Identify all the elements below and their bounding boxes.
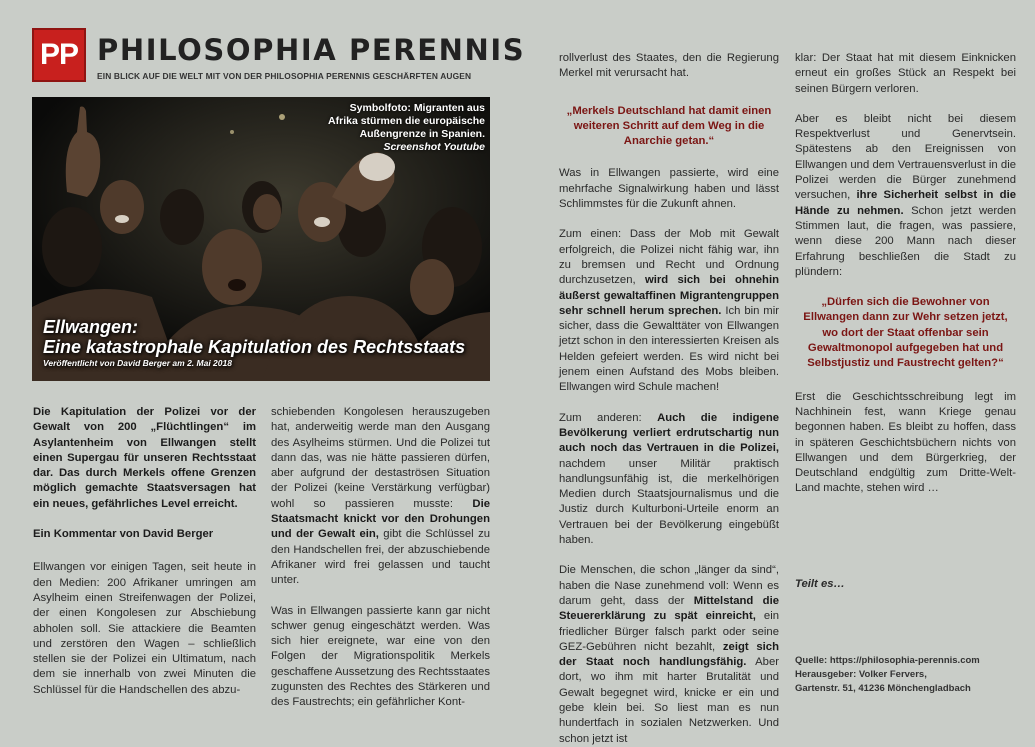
caption-line: Außengrenze in Spanien.	[359, 128, 485, 140]
paragraph	[559, 227, 779, 395]
share-prompt: Teilt es…	[795, 577, 845, 590]
bold-run: wird sich bei ohnehin äußerst gewaltaffinen Migrantengruppen sehr schnell herum sprechen.	[559, 274, 779, 317]
text-run: Ich bin mir sicher, dass die Gewalttäter von Ellwangen jetzt schon in den interessierten Kreisen als Helden gefeiert werden. Es wird nicht bei jenem einen Aufstand des Mobs bleiben. Ellwangen wird Schule machen!	[559, 304, 779, 394]
column-3	[559, 51, 779, 747]
paragraph	[559, 411, 779, 549]
paragraph	[559, 563, 779, 747]
brand-title: PHILOSOPHIA PERENNIS	[97, 33, 526, 67]
author-line: Ein Kommentar von David Berger	[33, 528, 214, 541]
lead-paragraph: Die Kapitulation der Polizei vor der Gewalt von 200 „Flüchtlingen“ im Asylantenheim von Ellwangen stellt einen Supergau für unseren Rechtsstaat dar. Das durch Merkels offene Grenzen möglich gemachte Staatsversagen hat ein neues, gefährliches Level erreicht.	[33, 406, 256, 510]
photo-credit: Screenshot Youtube	[383, 141, 485, 153]
paragraph: Erst die Geschichtsschreibung legt im Nachhinein fest, wann Kriege genau begonnen haben. Es bleibt zu hoffen, dass in späteren Geschichtsbüchern nichts von Ellwangen und dem Bürgerkrieg, der Deutschland endgültig zum Dritte-Welt-Land machte, stehen wird …	[795, 390, 1016, 495]
paragraph	[795, 112, 1016, 280]
text-run: Zum einen: Dass der Mob mit Gewalt erfolgreich, die Polizei nicht fähig war, ihn zu bremsen und Recht und Ordnung durchzusetzen,	[559, 228, 779, 287]
text-run: nachdem unser Militär praktisch handlungsunfähig ist, die merkelhörigen Medien durch Staatsjournalismus und die Justiz durch Kulturboni-Urteile enorm an Vertrauen bei der Bevölkerung eingebüßt haben.	[559, 457, 779, 547]
caption-line: Symbolfoto: Migranten aus	[349, 102, 485, 114]
bold-run: Auch die indigene Bevölkerung verliert erdrutschartig nun auch noch das Vertrauen in die Polizei,	[559, 411, 779, 455]
address-line: Gartenstr. 51, 41236 Mönchengladbach	[795, 683, 971, 695]
pull-quote: „Merkels Deutschland hat damit einen weiteren Schritt auf dem Weg in die Anarchie getan.“	[566, 104, 772, 148]
bold-run: Mittelstand die Steuererklärung zu spät einreicht,	[559, 594, 779, 623]
bold-run: Die Staatsmacht knickt vor den Drohungen und der Gewalt ein,	[271, 497, 490, 541]
byline: Veröffentlicht von David Berger am 2. Mai 2018	[43, 358, 232, 368]
text-run: Aber es bleibt nicht bei diesem Respektverlust und Genervtsein. Spätestens ab den Ereignissen von Ellwangen und dem Vertrauensverlust in die Polizei werden die Bürger zunehmend versuchen,	[795, 112, 1016, 202]
brand-subtitle: EIN BLICK AUF DIE WELT MIT VON DER PHILOSOPHIA PERENNIS GESCHÄRFTEN AUGEN	[97, 71, 472, 81]
column-4	[795, 51, 1016, 696]
text-run: ein friedlicher Bürger falsch parkt oder seine GEZ-Gebühren nicht bezahlt,	[559, 610, 780, 653]
column-2	[271, 405, 490, 726]
bold-run: ihre Sicherheit selbst in die Hände zu nehmen.	[795, 189, 1017, 217]
photo-caption	[328, 102, 485, 154]
text-run: Zum anderen:	[559, 411, 658, 424]
headline-line: Eine katastrophale Kapitulation des Rechtsstaats	[43, 337, 466, 357]
headline-line: Ellwangen:	[43, 317, 139, 337]
paragraph	[271, 405, 490, 589]
paragraph: rollverlust des Staates, den die Regierung Merkel mit verursacht hat.	[559, 52, 779, 80]
paragraph: Was in Ellwangen passierte, wird eine mehrfache Signalwirkung haben und lässt Schlimmstes für die Zukunft ahnen.	[559, 167, 779, 211]
pp-logo: PP	[32, 28, 86, 82]
column-1	[33, 405, 256, 713]
text-run: gibt die Schlüssel zu den Handschellen frei, der abzuschiebende Afrikaner wird frei gelassen und taucht unter.	[271, 528, 491, 587]
text-run: Schon jetzt werden Stimmen laut, die fragen, was passiere, wenn diese 200 Mann nach dieser Erfahrung beschließen die Stadt zu plündern:	[795, 204, 1016, 278]
text-run: schiebenden Kongolesen herauszugeben hat, anderweitig werde man den Ausgang des Asylheims stürmen. Und die Polizei tut dann das, was nie hätte passieren dürfen, aber aufgrund der destaströsen Situation der Polizei (keine Verstärkung verfügbar) wohl so passieren musste:	[271, 406, 490, 510]
pull-quote: „Dürfen sich die Bewohner von Ellwangen dann zur Wehr setzen jetzt, wo dort der Staat offenbar sein Gewaltmonopol aufgegeben hat und Selbstjustiz und Faustrecht gelten?“	[803, 296, 1008, 370]
publisher-line: Herausgeber: Volker Fervers,	[795, 669, 927, 681]
paragraph: klar: Der Staat hat mit diesem Einknicken erneut ein großes Stück an Respekt bei seinen Bürgern verloren.	[795, 52, 1016, 95]
bold-run: zeigt sich der Staat noch handlungsfähig.	[559, 640, 779, 669]
paragraph: Ellwangen vor einigen Tagen, seit heute in den Medien: 200 Afrikaner umringen am Asylheim einen Streifenwagen der Polizei, der einen Kongolesen zur Abschiebung abholen soll. Sie attackiere die Beamten und zerstören den Wagen – schließlich stellen sie der Polizei ein Ultimatum, nach dem sie innerhalb von zwei Minuten die Schlüssel für die Handschellen des abzu-	[33, 561, 256, 696]
article-headline	[43, 317, 465, 370]
caption-line: Afrika stürmen die europäische	[328, 115, 485, 127]
text-run: Die Menschen, die schon „länger da sind“, haben die Nase zunehmend voll: Wenn es darum geht, dass der	[559, 564, 779, 607]
text-run: Aber dort, wo ihm mit harter Brutalität und Gewalt begegnet wird, knicke er ein und gebe klein bei. So liest man es nun hundertfach in sozialen Netzwerken. Und schon jetzt ist	[559, 656, 779, 745]
paragraph: Was in Ellwangen passierte kann gar nicht schwer genug eingeschätzt werden. Was sich hier ereignete, war eine von den Folgen der Migrationspolitik Merkels geschaffene Aussetzung des Rechtsstaates zugunsten des Rechtes des Stärkeren und des Faustrechts; ein gefährlicher Kont-	[271, 604, 490, 709]
source-line: Quelle: https://philosophia-perennis.com	[795, 655, 980, 667]
